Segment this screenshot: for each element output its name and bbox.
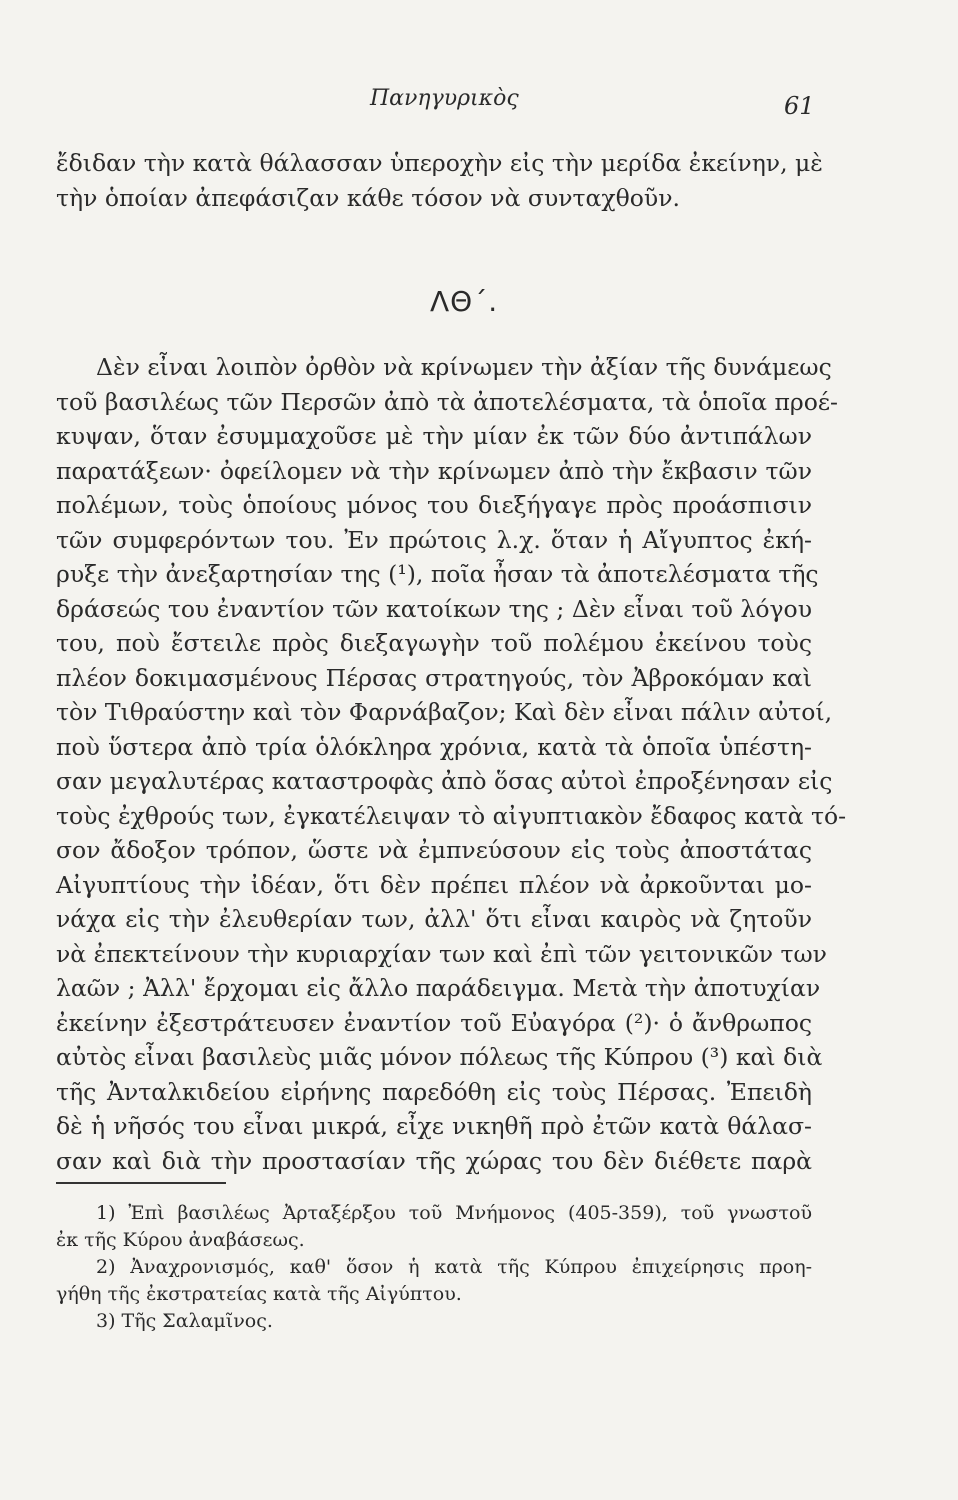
running-header-title: Πανηγυρικὸς <box>370 86 519 111</box>
text-line: ρυξε τὴν ἀνεξαρτησίαν της (¹), ποῖα ἦσαν τὰ ἀποτελέσματα τῆς <box>56 560 819 588</box>
text-line: του, ποὺ ἔστειλε πρὸς διεξαγωγὴν τοῦ πολέμου ἐκείνου τοὺς <box>56 629 812 657</box>
footnote-line: ἐκ τῆς Κύρου ἀναβάσεως. <box>56 1229 305 1251</box>
footnote-line: 2) Ἀναχρονισμός, καθ' ὅσον ἡ κατὰ τῆς Κύπρου ἐπιχείρησις προη- <box>96 1256 812 1278</box>
chapter-heading: ΛΘ΄. <box>430 285 499 318</box>
footnote-line: 1) Ἐπὶ βασιλέως Ἀρταξέρξου τοῦ Μνήμονος (405-359), τοῦ γνωστοῦ <box>96 1202 812 1224</box>
text-line: πολέμων, τοὺς ὁποίους μόνος του διεξήγαγε πρὸς προάσπισιν <box>56 491 812 519</box>
footnote-line: γήθη τῆς ἐκστρατείας κατὰ τῆς Αἰγύπτου. <box>56 1283 462 1305</box>
text-line: σαν μεγαλυτέρας καταστροφὰς ἀπὸ ὅσας αὐτοὶ ἐπροξένησαν εἰς <box>56 767 833 795</box>
lead-paragraph <box>56 146 823 215</box>
text-line: λαῶν ; Ἀλλ' ἔρχομαι εἰς ἄλλο παράδειγμα. Μετὰ τὴν ἀποτυχίαν <box>56 974 821 1002</box>
text-line: νὰ ἐπεκτείνουν τὴν κυριαρχίαν των καὶ ἐπὶ τῶν γειτονικῶν των <box>56 939 827 968</box>
text-line: τὸν Τιθραύστην καὶ τὸν Φαρνάβαζον; Καὶ δὲν εἶναι πάλιν αὐτοί, <box>56 698 833 726</box>
text-line: πλέον δοκιμασμένους Πέρσας στρατηγούς, τὸν Ἀβροκόμαν καὶ <box>56 663 812 692</box>
text-line: κυψαν, ὅταν ἐσυμμαχοῦσε μὲ τὴν μίαν ἐκ τῶν δύο ἀντιπάλων <box>56 422 812 450</box>
text-line: τὴν ὁποίαν ἀπεφάσιζαν κάθε τόσον νὰ συνταχθοῦν. <box>56 183 680 212</box>
footnote-separator <box>56 1182 226 1184</box>
text-line: ἐκείνην ἐξεστράτευσεν ἐναντίον τοῦ Εὐαγόρα (²)· ὁ ἄνθρωπος <box>56 1008 812 1037</box>
footnotes <box>56 1200 812 1335</box>
text-line: δράσεώς του ἐναντίον τῶν κατοίκων της ; Δὲν εἶναι τοῦ λόγου <box>56 594 812 623</box>
text-line: τοὺς ἐχθρούς των, ἐγκατέλειψαν τὸ αἰγυπτιακὸν ἔδαφος κατὰ τό- <box>56 801 847 830</box>
text-line: τῆς Ἀνταλκιδείου εἰρήνης παρεδόθη εἰς τοὺς Πέρσας. Ἐπειδὴ <box>56 1077 812 1106</box>
text-line: ποὺ ὕστερα ἀπὸ τρία ὁλόκληρα χρόνια, κατὰ τὰ ὁποῖα ὑπέστη- <box>56 732 812 761</box>
text-line: δὲ ἡ νῆσός του εἶναι μικρά, εἶχε νικηθῆ πρὸ ἐτῶν κατὰ θάλασ- <box>56 1112 812 1140</box>
text-line: σαν καὶ διὰ τὴν προστασίαν τῆς χώρας του δὲν διέθετε παρὰ <box>56 1146 812 1175</box>
text-line: νάχα εἰς τὴν ἐλευθερίαν των, ἀλλ' ὅτι εἶναι καιρὸς νὰ ζητοῦν <box>56 905 812 933</box>
text-line: παρατάξεων· ὀφείλομεν νὰ τὴν κρίνωμεν ἀπὸ τὴν ἔκβασιν τῶν <box>56 456 812 485</box>
text-line: ἔδιδαν τὴν κατὰ θάλασσαν ὑπεροχὴν εἰς τὴν μερίδα ἐκείνην, μὲ <box>56 149 823 177</box>
text-line: σον ἄδοξον τρόπον, ὥστε νὰ ἐμπνεύσουν εἰς τοὺς ἀποστάτας <box>56 836 812 864</box>
text-line: Αἰγυπτίους τὴν ἰδέαν, ὅτι δὲν πρέπει πλέον νὰ ἀρκοῦνται μο- <box>56 870 812 899</box>
text-line: τῶν συμφερόντων του. Ἐν πρώτοις λ.χ. ὅταν ἡ Αἴγυπτος ἐκή- <box>56 525 812 554</box>
body-paragraph <box>56 350 847 1178</box>
text-line: αὐτὸς εἶναι βασιλεὺς μιᾶς μόνον πόλεως τῆς Κύπρου (³) καὶ διὰ <box>56 1043 823 1071</box>
text-line: Δὲν εἶναι λοιπὸν ὀρθὸν νὰ κρίνωμεν τὴν ἀξίαν τῆς δυνάμεως <box>96 353 832 381</box>
footnote-line: 3) Τῆς Σαλαμῖνος. <box>96 1310 273 1332</box>
page-number: 61 <box>784 92 815 120</box>
text-line: τοῦ βασιλέως τῶν Περσῶν ἀπὸ τὰ ἀποτελέσματα, τὰ ὁποῖα προέ- <box>56 387 838 416</box>
